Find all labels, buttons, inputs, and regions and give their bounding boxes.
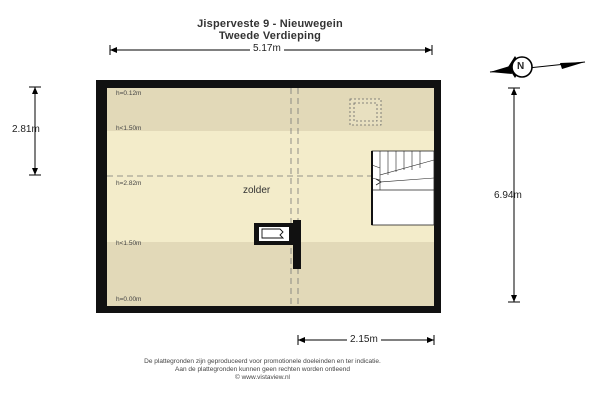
compass-icon (490, 53, 585, 81)
skylight (350, 99, 381, 125)
disclaimer-line-1: De plattegronden zijn geproduceerd voor promotionele doeleinden en ter indicatie. (144, 358, 381, 365)
dimension-bottom-width: 2.15m (347, 334, 381, 345)
dimension-right-height: 6.94m (494, 190, 522, 201)
floor-zone-low-bottom (107, 242, 434, 306)
dimension-top-width: 5.17m (250, 43, 284, 54)
staircase (372, 151, 434, 225)
copyright: © www.vistaview.nl (235, 374, 290, 381)
height-label-4: h<1.50m (116, 240, 142, 247)
chimney-unit (254, 223, 294, 245)
compass-letter: N (517, 61, 525, 72)
height-label-2: h<1.50m (116, 125, 142, 132)
height-label-5: h=0.00m (116, 296, 142, 303)
address-title: Jisperveste 9 - Nieuwegein (197, 18, 343, 30)
inner-wall (293, 220, 301, 269)
floor-zone-low-top (107, 88, 434, 131)
dimension-left-height: 2.81m (12, 124, 40, 135)
disclaimer-line-2: Aan de plattegronden kunnen geen rechten worden ontleend (175, 366, 350, 373)
floor-title: Tweede Verdieping (218, 30, 322, 42)
room-label: zolder (243, 185, 271, 196)
height-label-3: h=2.82m (116, 180, 142, 187)
height-label-1: h=0.12m (116, 90, 142, 97)
